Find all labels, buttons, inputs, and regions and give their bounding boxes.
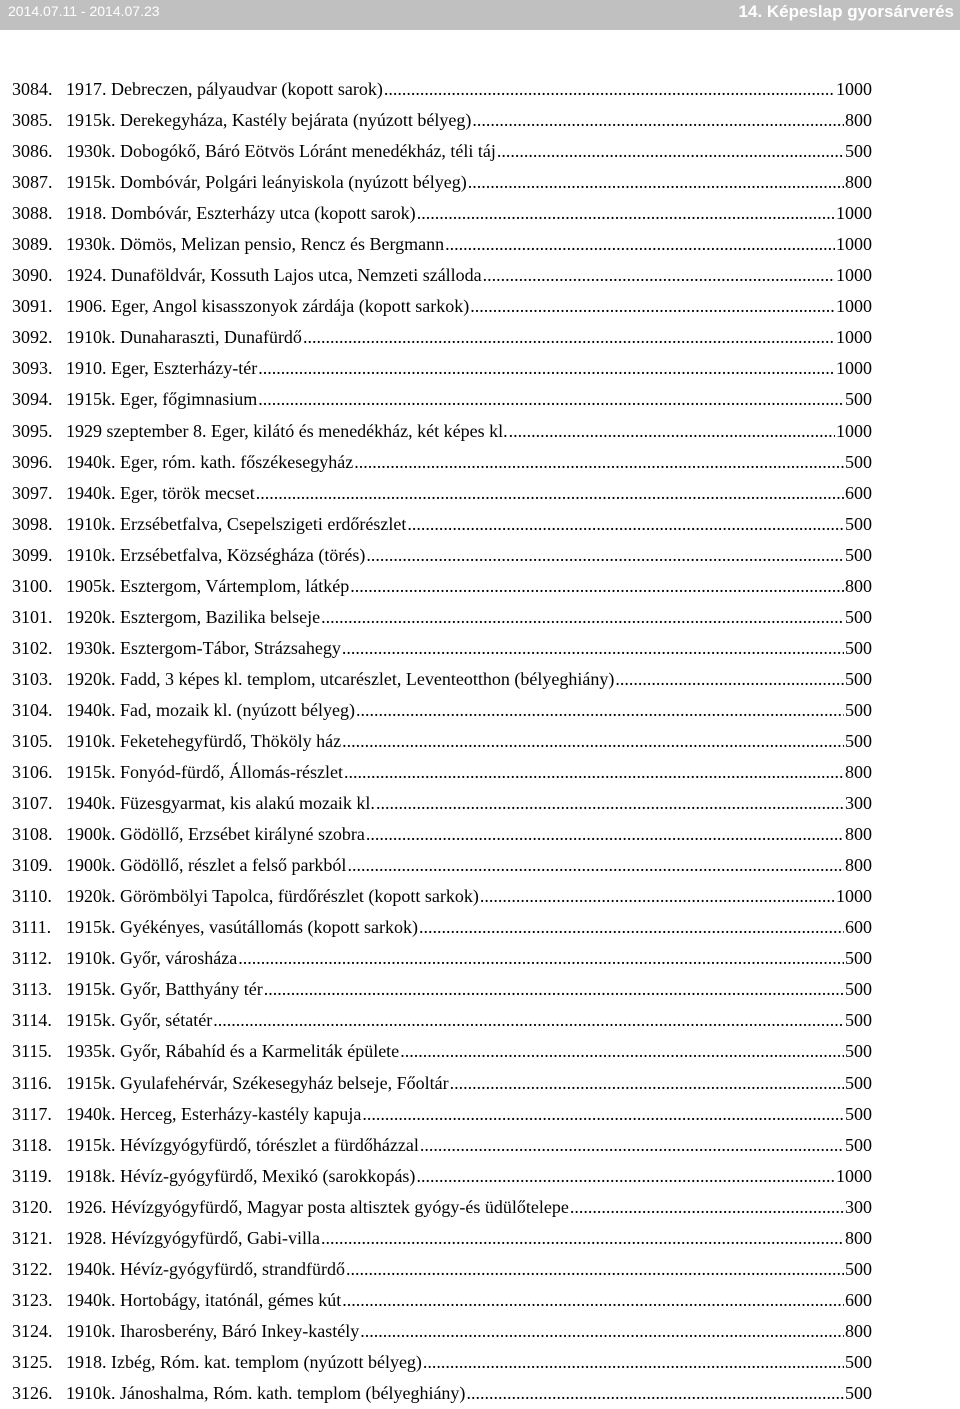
lot-price: 500 bbox=[845, 1382, 872, 1403]
lot-number: 3084. bbox=[12, 79, 53, 99]
lot-number: 3099. bbox=[12, 544, 53, 565]
dot-leader bbox=[344, 757, 844, 788]
lot-price: 500 bbox=[845, 979, 872, 1000]
dot-leader bbox=[419, 912, 844, 943]
dot-leader bbox=[417, 198, 835, 229]
lot-row bbox=[12, 1347, 872, 1378]
lot-price: 500 bbox=[845, 1258, 872, 1279]
lot-description: 1910. Eger, Eszterházy-tér bbox=[66, 358, 258, 379]
lot-description: 1924. Dunaföldvár, Kossuth Lajos utca, Nemzeti szálloda bbox=[66, 265, 482, 286]
lot-row bbox=[12, 1130, 872, 1161]
lot-description: 1940k. Füzesgyarmat, kis alakú mozaik kl. bbox=[66, 793, 375, 814]
lot-price: 1000 bbox=[836, 327, 872, 348]
lot-price: 500 bbox=[845, 141, 872, 162]
lot-number: 3104. bbox=[12, 699, 53, 720]
lot-number: 3092. bbox=[12, 327, 53, 348]
lot-number: 3089. bbox=[12, 234, 53, 255]
lot-row bbox=[12, 1285, 872, 1316]
lot-price: 500 bbox=[845, 1351, 872, 1372]
lot-description: 1910k. Dunaharaszti, Dunafürdő bbox=[66, 327, 302, 348]
lot-number: 3113. bbox=[12, 979, 52, 1000]
lot-price: 500 bbox=[845, 544, 872, 565]
lot-number: 3122. bbox=[12, 1258, 53, 1279]
dot-leader bbox=[483, 260, 835, 291]
lot-row bbox=[12, 105, 872, 136]
lot-row bbox=[12, 1378, 872, 1409]
lot-description: 1915k. Eger, főgimnasium bbox=[66, 389, 258, 410]
lot-description: 1920k. Esztergom, Bazilika belseje bbox=[66, 606, 321, 627]
lot-price: 1000 bbox=[836, 296, 872, 317]
lot-description: 1930k. Dobogókő, Báró Eötvös Lóránt menedékház, téli táj bbox=[66, 141, 496, 162]
lot-price: 1000 bbox=[836, 358, 872, 379]
lot-row bbox=[12, 1192, 872, 1223]
lot-price: 500 bbox=[845, 389, 872, 410]
dot-leader bbox=[238, 943, 844, 974]
lot-row bbox=[12, 322, 872, 353]
lot-description: 1920k. Fadd, 3 képes kl. templom, utcarészlet, Leventeotthon (bélyeghiány) bbox=[66, 668, 615, 689]
lot-row bbox=[12, 136, 872, 167]
lot-row bbox=[12, 1005, 872, 1036]
lot-row bbox=[12, 1036, 872, 1067]
lot-number: 3085. bbox=[12, 110, 53, 131]
date-range: 2014.07.11 - 2014.07.23 bbox=[8, 3, 160, 19]
lot-description: 1910k. Győr, városháza bbox=[66, 948, 238, 969]
lot-number: 3106. bbox=[12, 762, 53, 783]
lot-description: 1915k. Győr, sétatér bbox=[66, 1010, 213, 1031]
dot-leader bbox=[570, 1192, 844, 1223]
lot-number: 3110. bbox=[12, 886, 52, 907]
lot-price: 300 bbox=[845, 1196, 872, 1217]
lot-description: 1940k. Hévíz-gyógyfürdő, strandfürdő bbox=[66, 1258, 345, 1279]
lot-description: 1920k. Görömbölyi Tapolca, fürdőrészlet (kopott sarkok) bbox=[66, 886, 479, 907]
lot-description: 1906. Eger, Angol kisasszonyok zárdája (kopott sarkok) bbox=[66, 296, 470, 317]
lot-price: 800 bbox=[845, 1227, 872, 1248]
lot-description: 1940k. Eger, török mecset bbox=[66, 482, 255, 503]
lot-row bbox=[12, 198, 872, 229]
lot-price: 500 bbox=[845, 948, 872, 969]
lot-price: 500 bbox=[845, 1010, 872, 1031]
lot-description: 1918k. Hévíz-gyógyfürdő, Mexikó (sarokkopás) bbox=[66, 1165, 416, 1186]
dot-leader bbox=[423, 1347, 844, 1378]
dot-leader bbox=[342, 726, 844, 757]
lot-price: 500 bbox=[845, 1103, 872, 1124]
lot-row bbox=[12, 229, 872, 260]
lot-price: 800 bbox=[845, 172, 872, 193]
lot-price: 500 bbox=[845, 451, 872, 472]
lot-row bbox=[12, 1254, 872, 1285]
lot-number: 3103. bbox=[12, 668, 53, 689]
lot-price: 600 bbox=[845, 1289, 872, 1310]
dot-leader bbox=[366, 540, 844, 571]
lot-number: 3117. bbox=[12, 1103, 52, 1124]
lot-row bbox=[12, 260, 872, 291]
lot-price: 800 bbox=[845, 855, 872, 876]
lot-price: 500 bbox=[845, 1134, 872, 1155]
lot-row bbox=[12, 664, 872, 695]
lot-description: 1910k. Jánoshalma, Róm. kath. templom (bélyeghiány) bbox=[66, 1382, 466, 1403]
lot-number: 3120. bbox=[12, 1196, 53, 1217]
lot-number: 3121. bbox=[12, 1227, 53, 1248]
dot-leader bbox=[466, 1378, 844, 1409]
lot-number: 3095. bbox=[12, 420, 53, 441]
lot-number: 3107. bbox=[12, 793, 53, 814]
lot-row bbox=[12, 1316, 872, 1347]
lot-description: 1900k. Gödöllő, Erzsébet királyné szobra bbox=[66, 824, 365, 845]
lot-price: 600 bbox=[845, 482, 872, 503]
lot-description: 1930k. Esztergom-Tábor, Strázsahegy bbox=[66, 637, 341, 658]
dot-leader bbox=[258, 384, 844, 415]
lot-number: 3097. bbox=[12, 482, 53, 503]
dot-leader bbox=[497, 136, 844, 167]
lot-price: 500 bbox=[845, 699, 872, 720]
lot-number: 3118. bbox=[12, 1134, 52, 1155]
lot-price: 1000 bbox=[836, 1165, 872, 1186]
lot-number: 3111. bbox=[12, 917, 52, 938]
lot-row bbox=[12, 1161, 872, 1192]
lot-price: 1000 bbox=[836, 265, 872, 286]
lot-row bbox=[12, 74, 872, 105]
lot-price: 500 bbox=[845, 606, 872, 627]
lot-number: 3124. bbox=[12, 1320, 53, 1341]
dot-leader bbox=[400, 1036, 844, 1067]
lot-number: 3086. bbox=[12, 141, 53, 162]
lot-price: 1000 bbox=[836, 886, 872, 907]
lot-row bbox=[12, 1099, 872, 1130]
lot-price: 500 bbox=[845, 1072, 872, 1093]
lot-number: 3123. bbox=[12, 1289, 53, 1310]
dot-leader bbox=[470, 291, 835, 322]
lot-description: 1910k. Erzsébetfalva, Községháza (törés) bbox=[66, 544, 366, 565]
lot-description: 1915k. Győr, Batthyány tér bbox=[66, 979, 263, 1000]
lot-price: 500 bbox=[845, 637, 872, 658]
lot-price: 1000 bbox=[836, 234, 872, 255]
dot-leader bbox=[420, 1130, 844, 1161]
lot-row bbox=[12, 943, 872, 974]
dot-leader bbox=[407, 509, 844, 540]
lot-number: 3088. bbox=[12, 203, 53, 224]
lot-price: 800 bbox=[845, 824, 872, 845]
lot-description: 1929 szeptember 8. Eger, kilátó és menedékház, két képes kl. bbox=[66, 420, 508, 441]
lot-number: 3119. bbox=[12, 1165, 52, 1186]
lot-description: 1917. Debreczen, pályaudvar (kopott sarok) bbox=[66, 79, 383, 99]
lot-number: 3116. bbox=[12, 1072, 52, 1093]
lot-row bbox=[12, 726, 872, 757]
lot-price: 500 bbox=[845, 730, 872, 751]
lot-description: 1915k. Gyulafehérvár, Székesegyház belseje, Főoltár bbox=[66, 1072, 449, 1093]
lot-row bbox=[12, 291, 872, 322]
lot-row bbox=[12, 509, 872, 540]
dot-leader bbox=[347, 850, 844, 881]
lot-price: 1000 bbox=[836, 420, 872, 441]
dot-leader bbox=[321, 602, 844, 633]
lot-number: 3090. bbox=[12, 265, 53, 286]
auction-title: 14. Képeslap gyorsárverés bbox=[738, 2, 954, 21]
lot-price: 500 bbox=[845, 513, 872, 534]
dot-leader bbox=[354, 447, 844, 478]
dot-leader bbox=[615, 664, 844, 695]
dot-leader bbox=[376, 788, 844, 819]
lot-list bbox=[12, 74, 872, 1409]
lot-row bbox=[12, 788, 872, 819]
lot-number: 3105. bbox=[12, 730, 53, 751]
dot-leader bbox=[321, 1223, 844, 1254]
lot-number: 3094. bbox=[12, 389, 53, 410]
lot-description: 1928. Hévízgyógyfürdő, Gabi-villa bbox=[66, 1227, 320, 1248]
dot-leader bbox=[264, 974, 844, 1005]
lot-row bbox=[12, 416, 872, 447]
lot-number: 3112. bbox=[12, 948, 52, 969]
lot-price: 600 bbox=[845, 917, 872, 938]
lot-row bbox=[12, 1223, 872, 1254]
lot-description: 1940k. Fad, mozaik kl. (nyúzott bélyeg) bbox=[66, 699, 355, 720]
dot-leader bbox=[362, 1099, 844, 1130]
lot-description: 1915k. Hévízgyógyfürdő, tórészlet a fürdőházzal bbox=[66, 1134, 419, 1155]
lot-number: 3125. bbox=[12, 1351, 53, 1372]
dot-leader bbox=[258, 353, 835, 384]
lot-description: 1940k. Herceg, Esterházy-kastély kapuja bbox=[66, 1103, 362, 1124]
lot-price: 500 bbox=[845, 668, 872, 689]
lot-description: 1935k. Győr, Rábahíd és a Karmeliták épülete bbox=[66, 1041, 400, 1062]
lot-row bbox=[12, 850, 872, 881]
page-header bbox=[0, 0, 960, 30]
lot-row bbox=[12, 974, 872, 1005]
lot-row bbox=[12, 757, 872, 788]
lot-number: 3098. bbox=[12, 513, 53, 534]
lot-row bbox=[12, 912, 872, 943]
lot-description: 1910k. Iharosberény, Báró Inkey-kastély bbox=[66, 1320, 360, 1341]
lot-price: 800 bbox=[845, 762, 872, 783]
dot-leader bbox=[480, 881, 835, 912]
lot-price: 1000 bbox=[836, 79, 872, 99]
lot-number: 3108. bbox=[12, 824, 53, 845]
lot-description: 1915k. Fonyód-fürdő, Állomás-részlet bbox=[66, 762, 343, 783]
lot-description: 1915k. Dombóvár, Polgári leányiskola (nyúzott bélyeg) bbox=[66, 172, 467, 193]
dot-leader bbox=[356, 695, 844, 726]
lot-row bbox=[12, 695, 872, 726]
lot-number: 3109. bbox=[12, 855, 53, 876]
lot-row bbox=[12, 633, 872, 664]
lot-number: 3114. bbox=[12, 1010, 52, 1031]
lot-number: 3115. bbox=[12, 1041, 52, 1062]
lot-number: 3093. bbox=[12, 358, 53, 379]
lot-row bbox=[12, 384, 872, 415]
lot-price: 500 bbox=[845, 1041, 872, 1062]
lot-description: 1940k. Hortobágy, itatónál, gémes kút bbox=[66, 1289, 342, 1310]
dot-leader bbox=[350, 571, 844, 602]
lot-row bbox=[12, 353, 872, 384]
dot-leader bbox=[509, 416, 835, 447]
lot-row bbox=[12, 602, 872, 633]
lot-description: 1910k. Feketehegyfürdő, Thököly ház bbox=[66, 730, 342, 751]
lot-description: 1915k. Derekegyháza, Kastély bejárata (nyúzott bélyeg) bbox=[66, 110, 472, 131]
dot-leader bbox=[416, 1161, 835, 1192]
dot-leader bbox=[303, 322, 835, 353]
dot-leader bbox=[360, 1316, 844, 1347]
lot-row bbox=[12, 881, 872, 912]
lot-row bbox=[12, 447, 872, 478]
lot-description: 1905k. Esztergom, Vártemplom, látkép bbox=[66, 575, 350, 596]
lot-description: 1940k. Eger, róm. kath. főszékesegyház bbox=[66, 451, 354, 472]
lot-description: 1918. Dombóvár, Eszterházy utca (kopott sarok) bbox=[66, 203, 416, 224]
lot-price: 800 bbox=[845, 110, 872, 131]
lot-description: 1900k. Gödöllő, részlet a felső parkból bbox=[66, 855, 347, 876]
lot-description: 1918. Izbég, Róm. kat. templom (nyúzott bélyeg) bbox=[66, 1351, 422, 1372]
lot-row bbox=[12, 571, 872, 602]
lot-number: 3101. bbox=[12, 606, 53, 627]
lot-row bbox=[12, 1068, 872, 1099]
dot-leader bbox=[366, 819, 844, 850]
dot-leader bbox=[472, 105, 844, 136]
lot-number: 3100. bbox=[12, 575, 53, 596]
lot-row bbox=[12, 478, 872, 509]
dot-leader bbox=[384, 74, 835, 105]
lot-number: 3102. bbox=[12, 637, 53, 658]
lot-row bbox=[12, 819, 872, 850]
lot-description: 1915k. Gyékényes, vasútállomás (kopott sarkok) bbox=[66, 917, 418, 938]
lot-number: 3096. bbox=[12, 451, 53, 472]
lot-number: 3091. bbox=[12, 296, 53, 317]
dot-leader bbox=[213, 1005, 844, 1036]
dot-leader bbox=[450, 1068, 844, 1099]
lot-row bbox=[12, 167, 872, 198]
lot-description: 1926. Hévízgyógyfürdő, Magyar posta altisztek gyógy-és üdülőtelepe bbox=[66, 1196, 569, 1217]
lot-price: 800 bbox=[845, 575, 872, 596]
dot-leader bbox=[468, 167, 844, 198]
dot-leader bbox=[256, 478, 844, 509]
lot-price: 1000 bbox=[836, 203, 872, 224]
dot-leader bbox=[342, 1285, 844, 1316]
dot-leader bbox=[346, 1254, 844, 1285]
lot-price: 800 bbox=[845, 1320, 872, 1341]
dot-leader bbox=[342, 633, 844, 664]
lot-row bbox=[12, 540, 872, 571]
lot-number: 3087. bbox=[12, 172, 53, 193]
lot-number: 3126. bbox=[12, 1382, 53, 1403]
lot-description: 1930k. Dömös, Melizan pensio, Rencz és Bergmann bbox=[66, 234, 445, 255]
lot-price: 300 bbox=[845, 793, 872, 814]
lot-description: 1910k. Erzsébetfalva, Csepelszigeti erdőrészlet bbox=[66, 513, 407, 534]
dot-leader bbox=[445, 229, 835, 260]
